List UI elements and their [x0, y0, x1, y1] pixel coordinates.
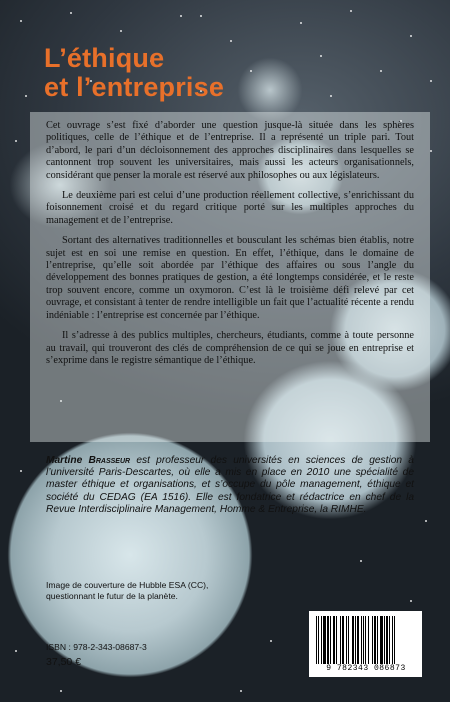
barcode-bar	[365, 616, 366, 664]
star	[380, 70, 382, 72]
star	[120, 30, 122, 32]
star	[410, 35, 412, 37]
barcode-bar	[355, 616, 356, 664]
title-line-2: et l’entreprise	[44, 72, 225, 102]
barcode-bar	[352, 616, 354, 664]
star	[430, 150, 432, 152]
barcode-bars	[316, 616, 415, 664]
blurb-paragraph-1: Cet ouvrage s’est fixé d’aborder une question jusque-là située dans les sphères politiques, celle de l’éthique et de l’entreprise. Il a représenté un triple pari. Tout d’abord, le pari d’un décloisonnement des approches disciplinaires dans lesquelles se cantonnent trop souvent les universitaires, mais aussi les acteurs organisationnels, considérant que penser la morale est réservé aux philosophes ou aux législateurs.	[46, 120, 414, 181]
star	[20, 20, 22, 22]
barcode-bar	[346, 616, 347, 664]
barcode-bar	[333, 616, 335, 664]
barcode-bar	[384, 616, 385, 664]
star	[240, 690, 242, 692]
blurb-paragraph-2: Le deuxième pari est celui d’une production réellement collective, s’enrichissant du foisonnement croisé et du regard critique porté sur les multiples approches du management et de l’entreprise.	[46, 190, 414, 226]
image-credit-line-1: Image de couverture de Hubble ESA (CC),	[46, 580, 209, 590]
barcode-bar	[336, 616, 337, 664]
star	[15, 650, 17, 652]
isbn: ISBN : 978-2-343-08687-3	[46, 642, 147, 652]
barcode-bar	[357, 616, 359, 664]
barcode-bar	[318, 616, 319, 664]
author-first-name: Martine	[46, 455, 83, 466]
star	[25, 95, 27, 97]
image-credit	[46, 580, 246, 602]
author-last-name: Brasseur	[88, 455, 131, 466]
blurb	[46, 120, 414, 375]
price: 37,50 €	[46, 656, 82, 668]
barcode-bar	[342, 616, 344, 664]
barcode-bar	[363, 616, 364, 664]
barcode-bar	[377, 616, 378, 664]
image-credit-line-2: questionnant le futur de la planète.	[46, 591, 178, 601]
book-title	[44, 44, 224, 102]
barcode-bar	[394, 616, 395, 664]
barcode-number: 9 782343 086873	[326, 664, 406, 673]
blurb-paragraph-4: Il s’adresse à des publics multiples, chercheurs, étudiants, comme à toute personne au travail, qui trouveront des clés de compréhension de ce qui se joue en entreprise et s’exprime dans le registre sémantique de l’éthique.	[46, 330, 414, 366]
star	[15, 140, 17, 142]
title-line-1: L’éthique	[44, 43, 165, 73]
star	[250, 70, 252, 72]
star	[330, 95, 332, 97]
star	[270, 640, 272, 642]
star	[70, 12, 72, 14]
barcode-bar	[316, 616, 317, 664]
barcode-bar	[368, 616, 369, 664]
barcode-bar	[374, 616, 376, 664]
author-bio	[46, 455, 414, 516]
star	[425, 520, 427, 522]
star	[320, 55, 322, 57]
barcode-bar	[372, 616, 373, 664]
barcode	[309, 611, 422, 677]
barcode-bar	[380, 616, 383, 664]
blurb-paragraph-3: Sortant des alternatives traditionnelles et bousculant les schémas bien établis, notre sujet est en soi une remise en question. En effet, l’éthique, dans le domaine de l’entreprise, qu’elle soit abordée par l’éthique des affaires ou sous l’angle du développement des bonnes pratiques de gestion, a été longtemps considérée, et le reste trop souvent encore, comme un oxymoron. C’est là le troisième défi relevé par cet ouvrage, et consistant à tenter de rendre intelligible un fait que l’actualité récente a rendu indéniable : l’entreprise est concernée par l’éthique.	[46, 235, 414, 321]
barcode-bar	[348, 616, 349, 664]
star	[350, 10, 352, 12]
star	[410, 600, 412, 602]
star	[20, 470, 22, 472]
barcode-bar	[321, 616, 322, 664]
star	[180, 15, 182, 17]
barcode-bar	[330, 616, 331, 664]
author-bio-text: est professeur des universités en sciences de gestion à l’université Paris-Descartes, où elle a mis en place en 2010 une spécialité de master éthique et organisations, et s’occupe du pôle management, éthique et société du CEDAG (EA 1516). Elle est fondatrice et rédactrice en chef de la Revue Interdisciplinaire Management, Homme & Entreprise, la RIMHE.	[46, 455, 414, 515]
barcode-bar	[340, 616, 341, 664]
star	[60, 690, 62, 692]
star	[430, 80, 432, 82]
star	[300, 22, 302, 24]
barcode-bar	[323, 616, 326, 664]
star	[360, 560, 362, 562]
barcode-bar	[389, 616, 390, 664]
barcode-bar	[386, 616, 388, 664]
barcode-bar	[392, 616, 393, 664]
barcode-bar	[361, 616, 362, 664]
star	[200, 15, 202, 17]
barcode-bar	[327, 616, 329, 664]
star	[230, 40, 232, 42]
